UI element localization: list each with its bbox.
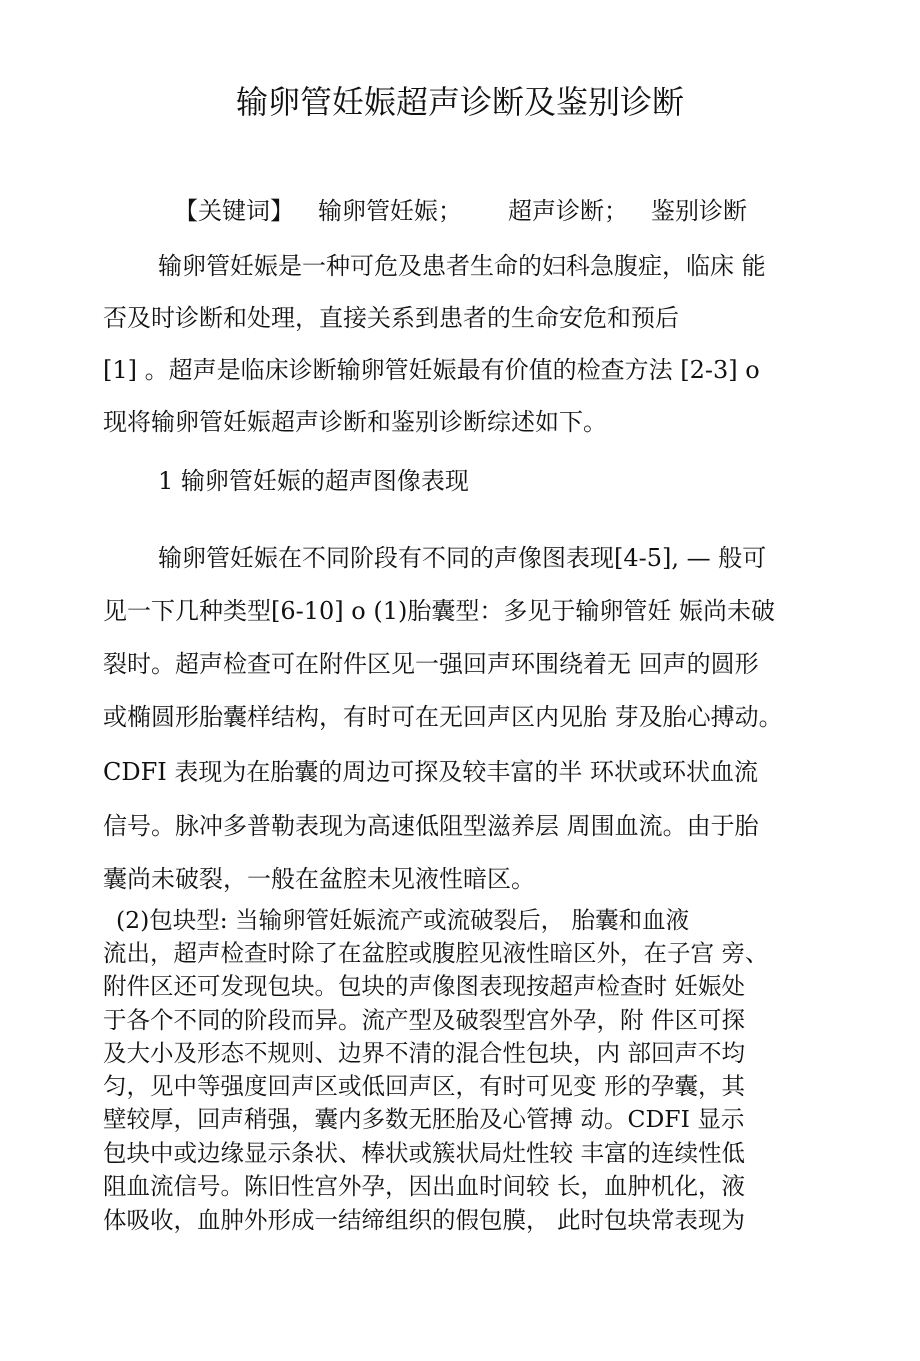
document-title: 输卵管妊娠超声诊断及鉴别诊断 [235,83,684,121]
paragraph-line: 流出，超声检查时除了在盆腔或腹腔见液性暗区外，在子宫 旁、 [103,939,769,967]
paragraph-line: 现将输卵管妊娠超声诊断和鉴别诊断综述如下。 [103,408,607,436]
paragraph-line: 囊尚未破裂，一般在盆腔未见液性暗区。 [103,865,535,893]
paragraph-line: 壁较厚，回声稍强，囊内多数无胚胎及心管搏 动。CDFI 显示 [103,1105,745,1133]
paragraph-line: CDFI 表现为在胎囊的周边可探及较丰富的半 环状或环状血流 [103,758,758,786]
paragraph-line: [1] 。超声是临床诊断输卵管妊娠最有价值的检查方法 [2-3] o [103,356,760,384]
paragraph-line: 裂时。超声检查可在附件区见一强回声环围绕着无 回声的圆形 [103,650,759,678]
paragraph-line: 否及时诊断和处理，直接关系到患者的生命安危和预后 [103,304,679,332]
keyword-item: 输卵管妊娠； [318,197,462,225]
paragraph-line: 及大小及形态不规则、边界不清的混合性包块，内 部回声不均 [103,1039,745,1067]
paragraph-line: 输卵管妊娠在不同阶段有不同的声像图表现[4-5], — 般可 [158,544,767,572]
paragraph-line: 输卵管妊娠是一种可危及患者生命的妇科急腹症，临床 能 [158,252,766,280]
paragraph-line: 匀，见中等强度回声区或低回声区，有时可见变 形的孕囊，其 [103,1072,745,1100]
paragraph-line: 包块中或边缘显示条状、棒状或簇状局灶性较 丰富的连续性低 [103,1139,745,1167]
keyword-item: 鉴别诊断 [651,197,747,225]
paragraph-line: 阻血流信号。陈旧性宫外孕，因出血时间较 长，血肿机化，液 [103,1172,745,1200]
paragraph-line: 体吸收，血肿外形成一结缔组织的假包膜， 此时包块常表现为 [103,1206,745,1234]
paragraph-line: 见一下几种类型[6-10] o (1)胎囊型：多见于输卵管妊 娠尚未破 [103,597,775,625]
paragraph-line: 于各个不同的阶段而异。流产型及破裂型宫外孕，附 件区可探 [103,1006,745,1034]
paragraph-line: 信号。脉冲多普勒表现为高速低阻型滋养层 周围血流。由于胎 [103,812,759,840]
section-heading: 1 输卵管妊娠的超声图像表现 [158,467,469,495]
keyword-item: 超声诊断； [508,197,628,225]
paragraph-line: (2)包块型: 当输卵管妊娠流产或流破裂后， 胎囊和血液 [116,906,690,934]
paragraph-line: 附件区还可发现包块。包块的声像图表现按超声检查时 妊娠处 [103,972,745,1000]
paragraph-line: 或椭圆形胎囊样结构，有时可在无回声区内见胎 芽及胎心搏动。 [103,703,783,731]
keywords-label: 【关键词】 [174,197,294,225]
